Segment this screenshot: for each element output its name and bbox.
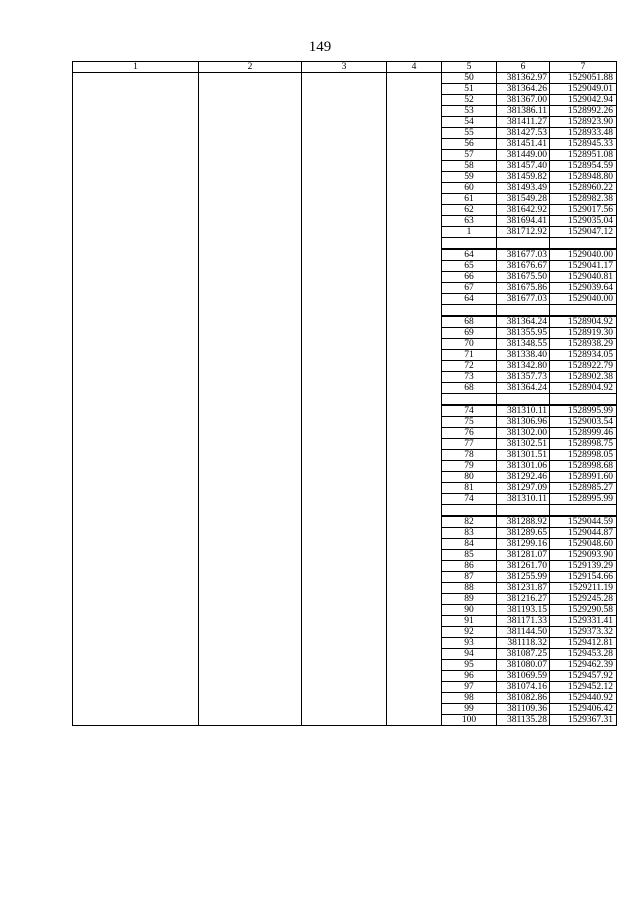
- point-number-cell: 73: [442, 372, 497, 383]
- point-number-cell: [442, 505, 497, 517]
- x-coordinate-cell: 381087.25: [497, 649, 550, 660]
- x-coordinate-cell: 381306.96: [497, 417, 550, 428]
- y-coordinate-cell: 1528992.26: [550, 106, 617, 117]
- point-number-cell: 70: [442, 339, 497, 350]
- x-coordinate-cell: 381302.51: [497, 439, 550, 450]
- y-coordinate-cell: 1529139.29: [550, 561, 617, 572]
- point-number-cell: 99: [442, 704, 497, 715]
- table-body: [73, 73, 617, 726]
- point-number-cell: 85: [442, 550, 497, 561]
- x-coordinate-cell: 381281.07: [497, 550, 550, 561]
- y-coordinate-cell: 1528938.29: [550, 339, 617, 350]
- x-coordinate-cell: 381082.86: [497, 693, 550, 704]
- point-number-cell: 72: [442, 361, 497, 372]
- y-coordinate-cell: 1528960.22: [550, 183, 617, 194]
- x-coordinate-cell: 381364.26: [497, 84, 550, 95]
- y-coordinate-cell: 1528919.30: [550, 328, 617, 339]
- point-number-cell: 90: [442, 605, 497, 616]
- y-coordinate-cell: 1529457.92: [550, 671, 617, 682]
- point-number-cell: 98: [442, 693, 497, 704]
- y-coordinate-cell: 1528934.05: [550, 350, 617, 361]
- x-coordinate-cell: 381171.33: [497, 616, 550, 627]
- y-coordinate-cell: 1529373.32: [550, 627, 617, 638]
- x-coordinate-cell: 381451.41: [497, 139, 550, 150]
- x-coordinate-cell: 381135.28: [497, 715, 550, 726]
- point-number-cell: [442, 305, 497, 317]
- x-coordinate-cell: 381193.15: [497, 605, 550, 616]
- point-number-cell: 91: [442, 616, 497, 627]
- y-coordinate-cell: 1528904.92: [550, 383, 617, 394]
- point-number-cell: 65: [442, 261, 497, 272]
- column-header-1: 1: [73, 62, 199, 73]
- empty-column-2: [199, 73, 302, 726]
- column-header-2: 2: [199, 62, 302, 73]
- y-coordinate-cell: 1528951.08: [550, 150, 617, 161]
- y-coordinate-cell: 1528998.05: [550, 450, 617, 461]
- x-coordinate-cell: 381109.36: [497, 704, 550, 715]
- point-number-cell: 92: [442, 627, 497, 638]
- table-row: [73, 73, 617, 84]
- y-coordinate-cell: [550, 394, 617, 406]
- x-coordinate-cell: 381457.40: [497, 161, 550, 172]
- y-coordinate-cell: 1529035.04: [550, 216, 617, 227]
- y-coordinate-cell: 1528998.68: [550, 461, 617, 472]
- y-coordinate-cell: 1529440.92: [550, 693, 617, 704]
- point-number-cell: 74: [442, 494, 497, 505]
- point-number-cell: 68: [442, 316, 497, 328]
- y-coordinate-cell: 1529017.56: [550, 205, 617, 216]
- y-coordinate-cell: 1528933.48: [550, 128, 617, 139]
- point-number-cell: 86: [442, 561, 497, 572]
- y-coordinate-cell: 1529040.00: [550, 249, 617, 261]
- point-number-cell: 81: [442, 483, 497, 494]
- y-coordinate-cell: 1528923.90: [550, 117, 617, 128]
- x-coordinate-cell: 381355.95: [497, 328, 550, 339]
- x-coordinate-cell: 381144.50: [497, 627, 550, 638]
- y-coordinate-cell: 1529412.81: [550, 638, 617, 649]
- point-number-cell: 1: [442, 227, 497, 238]
- point-number-cell: 64: [442, 249, 497, 261]
- point-number-cell: 61: [442, 194, 497, 205]
- y-coordinate-cell: 1528995.99: [550, 405, 617, 417]
- point-number-cell: 67: [442, 283, 497, 294]
- x-coordinate-cell: 381362.97: [497, 73, 550, 84]
- x-coordinate-cell: 381357.73: [497, 372, 550, 383]
- y-coordinate-cell: 1529211.19: [550, 583, 617, 594]
- y-coordinate-cell: 1529462.39: [550, 660, 617, 671]
- y-coordinate-cell: 1529290.58: [550, 605, 617, 616]
- x-coordinate-cell: 381301.06: [497, 461, 550, 472]
- x-coordinate-cell: 381675.50: [497, 272, 550, 283]
- point-number-cell: 62: [442, 205, 497, 216]
- x-coordinate-cell: 381310.11: [497, 494, 550, 505]
- x-coordinate-cell: 381302.00: [497, 428, 550, 439]
- x-coordinate-cell: 381338.40: [497, 350, 550, 361]
- point-number-cell: 84: [442, 539, 497, 550]
- point-number-cell: 52: [442, 95, 497, 106]
- point-number-cell: 74: [442, 405, 497, 417]
- x-coordinate-cell: 381411.27: [497, 117, 550, 128]
- point-number-cell: 97: [442, 682, 497, 693]
- x-coordinate-cell: 381299.16: [497, 539, 550, 550]
- table-header-row: [73, 62, 617, 73]
- y-coordinate-cell: 1529044.87: [550, 528, 617, 539]
- x-coordinate-cell: 381255.99: [497, 572, 550, 583]
- y-coordinate-cell: 1529042.94: [550, 95, 617, 106]
- point-number-cell: 59: [442, 172, 497, 183]
- x-coordinate-cell: 381427.53: [497, 128, 550, 139]
- point-number-cell: 87: [442, 572, 497, 583]
- column-header-5: 5: [442, 62, 497, 73]
- column-header-4: 4: [387, 62, 442, 73]
- point-number-cell: 96: [442, 671, 497, 682]
- point-number-cell: 77: [442, 439, 497, 450]
- empty-column-1: [73, 73, 199, 726]
- point-number-cell: 50: [442, 73, 497, 84]
- x-coordinate-cell: 381449.00: [497, 150, 550, 161]
- x-coordinate-cell: 381216.27: [497, 594, 550, 605]
- point-number-cell: 54: [442, 117, 497, 128]
- y-coordinate-cell: 1529331.41: [550, 616, 617, 627]
- coordinates-table: [72, 61, 617, 726]
- x-coordinate-cell: 381288.92: [497, 516, 550, 528]
- point-number-cell: 58: [442, 161, 497, 172]
- x-coordinate-cell: [497, 238, 550, 250]
- y-coordinate-cell: [550, 238, 617, 250]
- point-number-cell: 78: [442, 450, 497, 461]
- x-coordinate-cell: 381386.11: [497, 106, 550, 117]
- x-coordinate-cell: 381080.07: [497, 660, 550, 671]
- point-number-cell: 53: [442, 106, 497, 117]
- column-header-6: 6: [497, 62, 550, 73]
- point-number-cell: 83: [442, 528, 497, 539]
- y-coordinate-cell: 1528954.59: [550, 161, 617, 172]
- x-coordinate-cell: 381694.41: [497, 216, 550, 227]
- x-coordinate-cell: 381297.09: [497, 483, 550, 494]
- y-coordinate-cell: 1528904.92: [550, 316, 617, 328]
- x-coordinate-cell: 381301.51: [497, 450, 550, 461]
- y-coordinate-cell: 1529154.66: [550, 572, 617, 583]
- y-coordinate-cell: [550, 505, 617, 517]
- x-coordinate-cell: [497, 394, 550, 406]
- point-number-cell: 94: [442, 649, 497, 660]
- point-number-cell: 69: [442, 328, 497, 339]
- point-number-cell: 57: [442, 150, 497, 161]
- point-number-cell: 71: [442, 350, 497, 361]
- x-coordinate-cell: 381549.28: [497, 194, 550, 205]
- y-coordinate-cell: [550, 305, 617, 317]
- x-coordinate-cell: 381348.55: [497, 339, 550, 350]
- x-coordinate-cell: 381367.00: [497, 95, 550, 106]
- y-coordinate-cell: 1529367.31: [550, 715, 617, 726]
- x-coordinate-cell: 381493.49: [497, 183, 550, 194]
- y-coordinate-cell: 1529040.81: [550, 272, 617, 283]
- y-coordinate-cell: 1528945.33: [550, 139, 617, 150]
- point-number-cell: 76: [442, 428, 497, 439]
- empty-column-4: [387, 73, 442, 726]
- x-coordinate-cell: 381310.11: [497, 405, 550, 417]
- y-coordinate-cell: 1528998.75: [550, 439, 617, 450]
- column-header-7: 7: [550, 62, 617, 73]
- y-coordinate-cell: 1529048.60: [550, 539, 617, 550]
- point-number-cell: 66: [442, 272, 497, 283]
- point-number-cell: 82: [442, 516, 497, 528]
- point-number-cell: 89: [442, 594, 497, 605]
- x-coordinate-cell: [497, 305, 550, 317]
- x-coordinate-cell: 381675.86: [497, 283, 550, 294]
- point-number-cell: 64: [442, 294, 497, 305]
- x-coordinate-cell: 381118.32: [497, 638, 550, 649]
- x-coordinate-cell: 381289.65: [497, 528, 550, 539]
- x-coordinate-cell: 381069.59: [497, 671, 550, 682]
- column-header-3: 3: [302, 62, 387, 73]
- x-coordinate-cell: 381459.82: [497, 172, 550, 183]
- x-coordinate-cell: 381642.92: [497, 205, 550, 216]
- x-coordinate-cell: 381074.16: [497, 682, 550, 693]
- x-coordinate-cell: 381231.87: [497, 583, 550, 594]
- y-coordinate-cell: 1529003.54: [550, 417, 617, 428]
- y-coordinate-cell: 1528982.38: [550, 194, 617, 205]
- point-number-cell: 55: [442, 128, 497, 139]
- empty-column-3: [302, 73, 387, 726]
- x-coordinate-cell: 381342.80: [497, 361, 550, 372]
- page-number: 149: [308, 39, 332, 55]
- point-number-cell: 93: [442, 638, 497, 649]
- point-number-cell: 51: [442, 84, 497, 95]
- point-number-cell: 79: [442, 461, 497, 472]
- y-coordinate-cell: 1528995.99: [550, 494, 617, 505]
- point-number-cell: 80: [442, 472, 497, 483]
- y-coordinate-cell: 1529093.90: [550, 550, 617, 561]
- x-coordinate-cell: [497, 505, 550, 517]
- point-number-cell: [442, 238, 497, 250]
- y-coordinate-cell: 1529406.42: [550, 704, 617, 715]
- y-coordinate-cell: 1529453.28: [550, 649, 617, 660]
- x-coordinate-cell: 381677.03: [497, 249, 550, 261]
- y-coordinate-cell: 1528922.79: [550, 361, 617, 372]
- x-coordinate-cell: 381676.67: [497, 261, 550, 272]
- point-number-cell: 75: [442, 417, 497, 428]
- point-number-cell: 60: [442, 183, 497, 194]
- y-coordinate-cell: 1528991.60: [550, 472, 617, 483]
- y-coordinate-cell: 1528902.38: [550, 372, 617, 383]
- point-number-cell: 56: [442, 139, 497, 150]
- point-number-cell: 63: [442, 216, 497, 227]
- x-coordinate-cell: 381712.92: [497, 227, 550, 238]
- point-number-cell: 100: [442, 715, 497, 726]
- point-number-cell: 68: [442, 383, 497, 394]
- y-coordinate-cell: 1529039.64: [550, 283, 617, 294]
- point-number-cell: 95: [442, 660, 497, 671]
- x-coordinate-cell: 381261.70: [497, 561, 550, 572]
- x-coordinate-cell: 381292.46: [497, 472, 550, 483]
- x-coordinate-cell: 381364.24: [497, 383, 550, 394]
- x-coordinate-cell: 381677.03: [497, 294, 550, 305]
- y-coordinate-cell: 1529245.28: [550, 594, 617, 605]
- y-coordinate-cell: 1529051.88: [550, 73, 617, 84]
- y-coordinate-cell: 1529044.59: [550, 516, 617, 528]
- y-coordinate-cell: 1529040.00: [550, 294, 617, 305]
- y-coordinate-cell: 1529047.12: [550, 227, 617, 238]
- point-number-cell: 88: [442, 583, 497, 594]
- y-coordinate-cell: 1529452.12: [550, 682, 617, 693]
- y-coordinate-cell: 1528948.80: [550, 172, 617, 183]
- x-coordinate-cell: 381364.24: [497, 316, 550, 328]
- point-number-cell: [442, 394, 497, 406]
- y-coordinate-cell: 1528999.46: [550, 428, 617, 439]
- y-coordinate-cell: 1529049.01: [550, 84, 617, 95]
- y-coordinate-cell: 1528985.27: [550, 483, 617, 494]
- y-coordinate-cell: 1529041.17: [550, 261, 617, 272]
